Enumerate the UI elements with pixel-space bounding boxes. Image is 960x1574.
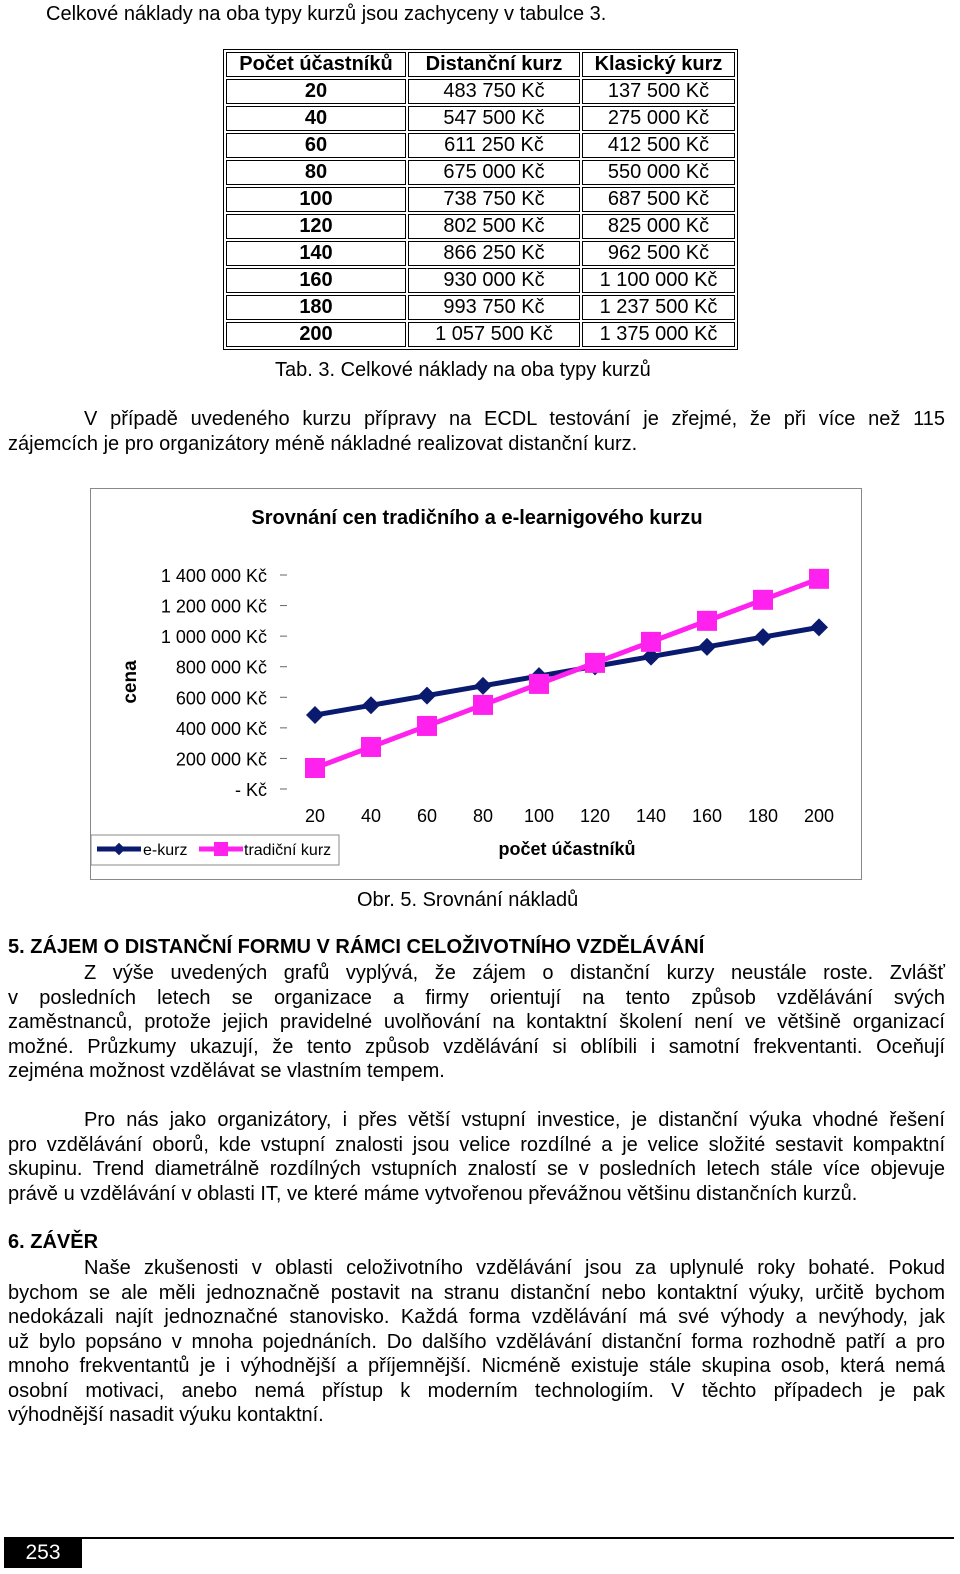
legend-label: e-kurz bbox=[143, 842, 188, 859]
data-point bbox=[361, 737, 381, 757]
cell-participants: 100 bbox=[226, 187, 406, 212]
col-header-distance: Distanční kurz bbox=[408, 52, 580, 77]
cell-participants: 40 bbox=[226, 106, 406, 131]
s5p1-line: v posledních letech se organizace a firmy orientují na tento způsob vzdělávání svých bbox=[8, 986, 945, 1009]
page-number: 253 bbox=[4, 1538, 82, 1568]
x-tick-label: 140 bbox=[635, 806, 667, 826]
s6-line: výhodnější nasadit výuku kontaktní. bbox=[8, 1404, 324, 1426]
cell-distance-cost: 675 000 Kč bbox=[408, 160, 580, 185]
section6-heading: 6. ZÁVĚR bbox=[8, 1231, 99, 1253]
cell-distance-cost: 611 250 Kč bbox=[408, 133, 580, 158]
cell-distance-cost: 738 750 Kč bbox=[408, 187, 580, 212]
cell-classic-cost: 550 000 Kč bbox=[582, 160, 735, 185]
table-header-row bbox=[226, 52, 735, 77]
table-caption: Tab. 3. Celkové náklady na oba typy kurzů bbox=[275, 359, 651, 381]
y-tick-label: 400 000 Kč bbox=[175, 718, 267, 739]
cell-classic-cost: 412 500 Kč bbox=[582, 133, 735, 158]
data-point bbox=[697, 611, 717, 631]
s5p1-line: možné. Průzkumy ukazují, že tento způsob vzdělávání si oblíbili i samotní frekventanti. Oceňují bbox=[8, 1035, 945, 1058]
cell-classic-cost: 687 500 Kč bbox=[582, 187, 735, 212]
y-tick-label: 1 200 000 Kč bbox=[160, 596, 267, 617]
intro-line: Celkové náklady na oba typy kurzů jsou zachyceny v tabulce 3. bbox=[46, 3, 607, 25]
cell-distance-cost: 483 750 Kč bbox=[408, 79, 580, 104]
series-line bbox=[315, 579, 819, 768]
table-row bbox=[226, 322, 735, 347]
cell-participants: 60 bbox=[226, 133, 406, 158]
data-point bbox=[529, 674, 549, 694]
cell-distance-cost: 1 057 500 Kč bbox=[408, 322, 580, 347]
cell-participants: 20 bbox=[226, 79, 406, 104]
s5p2-line: pro vzdělávání oborů, kde vstupní znalosti jsou velice rozdílné a je velice složité sestavit kompaktní bbox=[8, 1133, 945, 1156]
cell-classic-cost: 1 237 500 Kč bbox=[582, 295, 735, 320]
cell-classic-cost: 962 500 Kč bbox=[582, 241, 735, 266]
col-header-participants: Počet účastníků bbox=[226, 52, 406, 77]
chart-frame bbox=[90, 488, 862, 880]
section6-paragraph bbox=[8, 1256, 945, 1428]
cell-classic-cost: 137 500 Kč bbox=[582, 79, 735, 104]
ecdl-line-1: V případě uvedeného kurzu přípravy na ECDL testování je zřejmé, že při více než 115 bbox=[84, 408, 945, 430]
cell-classic-cost: 1 375 000 Kč bbox=[582, 322, 735, 347]
cell-distance-cost: 930 000 Kč bbox=[408, 268, 580, 293]
chart-x-axis-label: počet účastníků bbox=[498, 839, 636, 859]
data-point bbox=[473, 695, 493, 715]
x-tick-label: 200 bbox=[803, 806, 835, 826]
cell-participants: 140 bbox=[226, 241, 406, 266]
x-tick-label: 20 bbox=[304, 806, 326, 826]
y-tick-label: 600 000 Kč bbox=[175, 688, 267, 709]
y-tick-label: - Kč bbox=[234, 780, 267, 800]
cell-distance-cost: 866 250 Kč bbox=[408, 241, 580, 266]
s5p2-line: skupinu. Trend diametrálně rozdílných vstupních znalostí se v posledních letech stále více objevuje bbox=[8, 1158, 945, 1180]
table-row bbox=[226, 133, 735, 158]
data-point bbox=[474, 677, 492, 695]
cell-participants: 120 bbox=[226, 214, 406, 239]
chart-y-ticks bbox=[161, 566, 287, 800]
cell-classic-cost: 275 000 Kč bbox=[582, 106, 735, 131]
section5-paragraph-1 bbox=[8, 961, 945, 1084]
s5p1-line: zaměstnanců, protože jejich pravidelné uvolňování na kontaktní školení není ve většině organizací bbox=[8, 1011, 945, 1033]
s5p2-line: Pro nás jako organizátory, i přes větší vstupní investice, je distanční výuka vhodné řešení bbox=[84, 1109, 945, 1131]
data-point bbox=[362, 696, 380, 714]
table-row bbox=[226, 214, 735, 239]
data-point bbox=[306, 706, 324, 724]
x-tick-label: 80 bbox=[472, 806, 494, 826]
s5p1-line: Z výše uvedených grafů vyplývá, že zájem o distanční kurzy neustále roste. Zvlášť bbox=[84, 962, 945, 984]
y-tick-label: 1 400 000 Kč bbox=[160, 566, 267, 586]
cost-table bbox=[223, 49, 738, 350]
data-point bbox=[809, 569, 829, 589]
col-header-classic: Klasický kurz bbox=[582, 52, 735, 77]
x-tick-label: 120 bbox=[579, 806, 611, 826]
ecdl-paragraph bbox=[8, 407, 945, 456]
cell-distance-cost: 993 750 Kč bbox=[408, 295, 580, 320]
x-tick-label: 100 bbox=[523, 806, 555, 826]
cell-distance-cost: 547 500 Kč bbox=[408, 106, 580, 131]
x-tick-label: 160 bbox=[691, 806, 723, 826]
ecdl-line-2: zájemcích je pro organizátory méně nákladné realizovat distanční kurz. bbox=[8, 432, 638, 455]
chart-series bbox=[305, 569, 829, 778]
s5p2-line: právě u vzdělávání v oblasti IT, ve které máme vytvořenou převážnou většinu distančních kurzů. bbox=[8, 1182, 858, 1205]
table-row bbox=[226, 241, 735, 266]
cost-comparison-chart bbox=[91, 489, 861, 879]
data-point bbox=[641, 632, 661, 652]
s5p1-line: zejména možnost vzdělávat se vlastním tempem. bbox=[8, 1060, 445, 1082]
x-tick-label: 180 bbox=[747, 806, 779, 826]
cell-participants: 80 bbox=[226, 160, 406, 185]
data-point bbox=[418, 687, 436, 705]
table-row bbox=[226, 268, 735, 293]
section5-paragraph-2 bbox=[8, 1108, 945, 1206]
data-point bbox=[810, 618, 828, 636]
series-traditional bbox=[305, 569, 829, 778]
legend-marker bbox=[214, 842, 228, 856]
table-row bbox=[226, 160, 735, 185]
y-tick-label: 1 000 000 Kč bbox=[160, 627, 267, 648]
s6-line: mnoho frekventantů je i výhodnější a příjemnější. Nicméně existuje stále skupina osob, která nemá bbox=[8, 1355, 945, 1377]
y-tick-label: 800 000 Kč bbox=[175, 657, 267, 678]
data-point bbox=[754, 628, 772, 646]
table-row bbox=[226, 187, 735, 212]
s6-line: Naše zkušenosti v oblasti celoživotního vzdělávání jsou za uplynulé roky bohaté. Pokud bbox=[84, 1257, 945, 1279]
y-tick-label: 200 000 Kč bbox=[175, 749, 267, 770]
s6-line: osobní motivaci, anebo nemá přístup k moderním technologiím. V těchto případech je pak bbox=[8, 1379, 945, 1402]
footer-rule bbox=[4, 1537, 954, 1539]
cell-participants: 160 bbox=[226, 268, 406, 293]
s6-line: nedokázali najít jednoznačné stanovisko. Každá forma vzdělávání má své výhody a nevýhody, jak bbox=[8, 1306, 945, 1328]
legend-label: tradiční kurz bbox=[244, 842, 332, 859]
x-tick-label: 40 bbox=[360, 806, 382, 826]
s6-line: už bylo popsáno v mnoha pojednáních. Do dalšího vzdělávání distanční forma rozhodně patří a pro bbox=[8, 1330, 945, 1353]
cell-classic-cost: 825 000 Kč bbox=[582, 214, 735, 239]
s6-line: bychom se ale měli jednoznačně postavit na stranu distanční nebo kontaktní výuky, určitě bychom bbox=[8, 1281, 945, 1304]
cell-distance-cost: 802 500 Kč bbox=[408, 214, 580, 239]
section5-heading: 5. ZÁJEM O DISTANČNÍ FORMU V RÁMCI CELOŽIVOTNÍHO VZDĚLÁVÁNÍ bbox=[8, 936, 705, 958]
data-point bbox=[305, 758, 325, 778]
x-tick-label: 60 bbox=[416, 806, 438, 826]
data-point bbox=[753, 590, 773, 610]
cell-classic-cost: 1 100 000 Kč bbox=[582, 268, 735, 293]
data-point bbox=[698, 638, 716, 656]
chart-y-axis-label: cena bbox=[120, 660, 141, 704]
cell-participants: 200 bbox=[226, 322, 406, 347]
table-row bbox=[226, 106, 735, 131]
table-row bbox=[226, 79, 735, 104]
cell-participants: 180 bbox=[226, 295, 406, 320]
table-row bbox=[226, 295, 735, 320]
data-point bbox=[585, 653, 605, 673]
chart-title: Srovnání cen tradičního a e-learnigového kurzu bbox=[251, 507, 703, 529]
chart-x-ticks bbox=[305, 806, 834, 826]
data-point bbox=[417, 716, 437, 736]
figure-caption: Obr. 5. Srovnání nákladů bbox=[357, 889, 579, 911]
